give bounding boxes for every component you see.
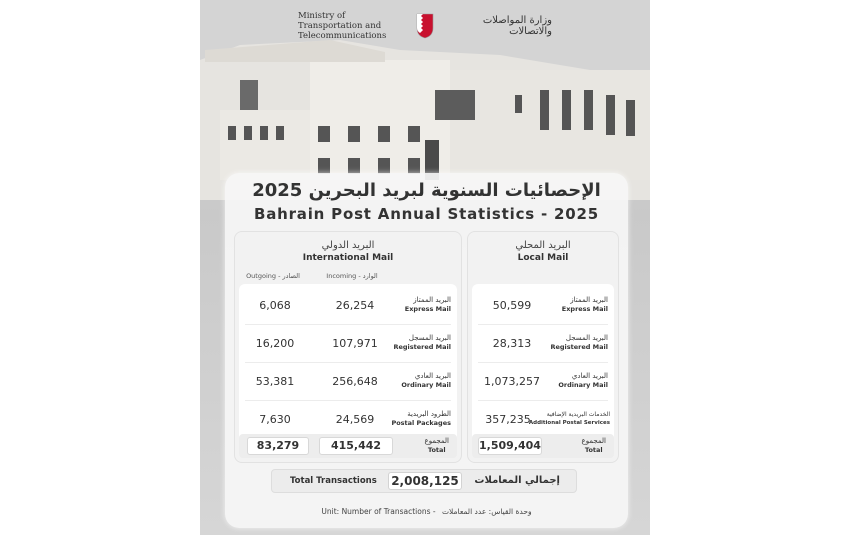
row-label-en: Postal Packages: [391, 419, 451, 427]
total-label-ar: المجموع: [581, 437, 606, 445]
row-label-en: Ordinary Mail: [401, 381, 451, 389]
row-label-en: Additional Postal Services: [528, 420, 610, 426]
total-label: [425, 437, 449, 455]
local-mail-panel: [467, 231, 619, 463]
row-label-ar: البريد الممتاز: [570, 296, 608, 304]
table-row: [239, 288, 457, 322]
outgoing-total: 83,279: [247, 437, 309, 455]
incoming-value: 26,254: [335, 299, 375, 312]
total-row: [472, 434, 614, 458]
total-label-en: Total: [427, 446, 446, 454]
ministry-name-ar: وزارة المواصلات والاتصالات: [482, 15, 552, 37]
local-value: 50,599: [492, 299, 532, 312]
row-label: [550, 334, 608, 352]
divider: [478, 400, 608, 401]
row-label: [393, 334, 451, 352]
row-label-en: Registered Mail: [393, 343, 451, 351]
incoming-total: 415,442: [319, 437, 393, 455]
row-label-ar: البريد العادي: [414, 372, 451, 380]
row-label-ar: البريد المسجل: [565, 334, 608, 342]
international-heading-ar: البريد الدولي: [321, 240, 375, 251]
row-label-en: Express Mail: [561, 305, 608, 313]
divider: [478, 362, 608, 363]
local-heading-ar: البريد المحلي: [515, 240, 571, 251]
total-label-en: Total: [584, 446, 603, 454]
row-label-ar: الطرود البريدية: [407, 410, 451, 418]
table-row: [472, 402, 614, 436]
statistics-card: [225, 173, 628, 528]
divider: [478, 324, 608, 325]
incoming-value: 256,648: [332, 375, 378, 388]
total-row: [239, 434, 457, 458]
divider: [245, 362, 451, 363]
row-label: [391, 410, 451, 428]
outgoing-value: 16,200: [255, 337, 295, 350]
total-transactions-value: 2,008,125: [388, 472, 462, 490]
title-arabic: الإحصائيات السنوية لبريد البحرين 2025: [252, 180, 601, 201]
local-heading-en: Local Mail: [517, 253, 569, 263]
statistics-poster: [200, 0, 650, 535]
row-label: [562, 296, 608, 314]
local-table: [472, 284, 614, 457]
row-label: [405, 296, 451, 314]
divider: [245, 400, 451, 401]
outgoing-value: 7,630: [259, 413, 291, 426]
local-value: 357,235: [485, 413, 531, 426]
row-label-en: Express Mail: [404, 305, 451, 313]
row-label-en: Registered Mail: [550, 343, 608, 351]
local-value: 1,073,257: [484, 375, 540, 388]
table-row: [239, 326, 457, 360]
total-transactions-bar: [271, 469, 577, 493]
table-row: [472, 326, 614, 360]
outgoing-value: 53,381: [255, 375, 295, 388]
outgoing-value: 6,068: [259, 299, 291, 312]
unit-note-ar: وحدة القياس: عدد المعاملات: [442, 507, 532, 516]
international-table: [239, 284, 457, 457]
row-label-ar: البريد الممتاز: [413, 296, 451, 304]
outgoing-column-header: Outgoing - الصادر: [246, 272, 300, 280]
unit-note-en: Unit: Number of Transactions -: [321, 507, 436, 516]
local-value: 28,313: [492, 337, 532, 350]
row-label-ar: البريد العادي: [571, 372, 608, 380]
unit-note: [225, 507, 628, 516]
table-row: [472, 288, 614, 322]
ministry-name-en: Ministry of Transportation and Telecommunications: [298, 11, 387, 41]
total-label-ar: المجموع: [424, 437, 449, 445]
total-transactions-label-ar: إجمالي المعاملات: [474, 475, 560, 486]
table-row: [239, 364, 457, 398]
total-label: [582, 437, 606, 455]
divider: [245, 324, 451, 325]
incoming-value: 24,569: [335, 413, 375, 426]
total-transactions-label-en: Total Transactions: [290, 476, 377, 486]
table-row: [472, 364, 614, 398]
international-heading-en: International Mail: [302, 253, 394, 263]
ministry-header: [200, 10, 650, 42]
row-label-ar: البريد المسجل: [408, 334, 451, 342]
incoming-value: 107,971: [332, 337, 378, 350]
table-row: [239, 402, 457, 436]
row-label: [529, 410, 610, 428]
row-label-en: Ordinary Mail: [558, 381, 608, 389]
row-label: [558, 372, 608, 390]
row-label: [401, 372, 451, 390]
international-mail-panel: [234, 231, 462, 463]
incoming-column-header: Incoming - الوارد: [326, 272, 378, 280]
title-english: Bahrain Post Annual Statistics - 2025: [253, 205, 600, 223]
local-total: 1,509,404: [478, 437, 542, 455]
bahrain-emblem-icon: [416, 13, 434, 39]
row-label-ar: الخدمات البريدية الإضافية: [546, 411, 610, 418]
